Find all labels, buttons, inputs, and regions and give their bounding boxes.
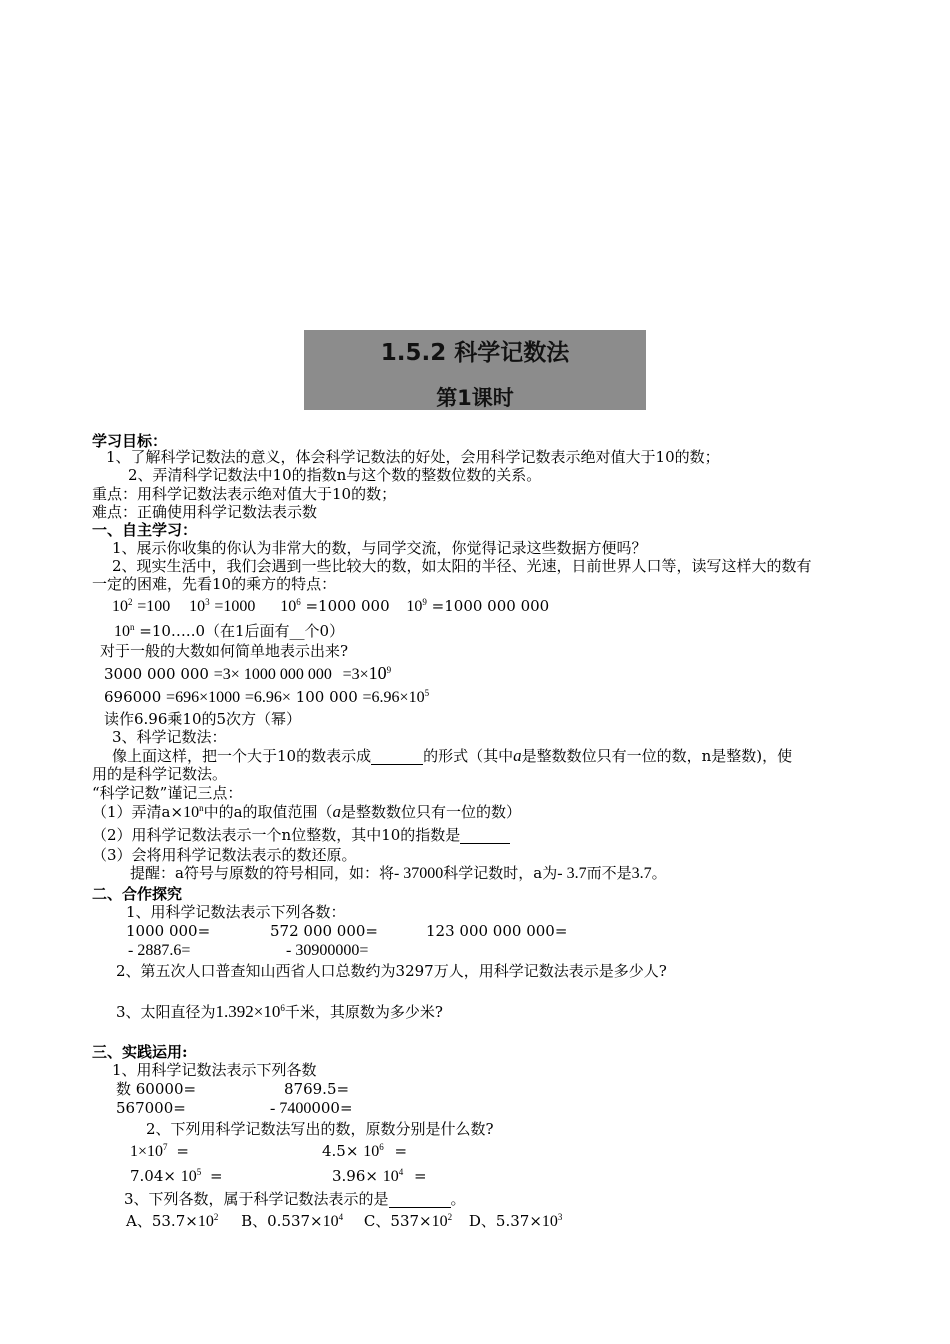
choice-c: C、$537\times 10^2$ [363, 1212, 453, 1230]
rule-2: （2）用科学记数法表示一个n位整数，其中10的指数是 [92, 826, 510, 844]
s3-q3: 3、下列各数，属于科学记数法表示的是 。 [124, 1190, 466, 1208]
title-banner [304, 330, 646, 410]
s3-row2: 567000= - 7400000= [116, 1099, 353, 1117]
section3-heading: 三、实践运用: [92, 1043, 188, 1061]
powers-row: $10^2 =100$ $10^3 =1000$ $10^6 =1000$ 000 $10^9 =1000$ 000 000 [112, 597, 550, 615]
section2-heading: 二、合作探究 [92, 885, 183, 903]
s2-q1: 1、用科学记数法表示下列各数： [126, 903, 346, 921]
choice-b: B、$0.537\times 10^4$ [241, 1212, 344, 1230]
s1-p3: 3、科学记数法： [112, 728, 227, 746]
choice-a: A、$53.7\times 10^2$ [126, 1212, 219, 1230]
definition-line2: 用的是科学记数法。 [92, 765, 228, 783]
s3-row1: 数 60000= 8769.5= [116, 1080, 350, 1098]
blank [460, 829, 510, 844]
objective-1: 1、了解科学记数法的意义，体会科学记数法的好处，会用科学记数表示绝对值大于10的数； [106, 448, 720, 466]
s3-row3: $1\times 10^7$ = $4.5\times 10^6$ = [130, 1142, 408, 1160]
s3-q1: 1、用科学记数法表示下列各数 [112, 1061, 317, 1079]
power-n-row: 10$^n$ =10…..0（在1后面有__个0） [114, 622, 345, 640]
definition-line1: 像上面这样，把一个大于10的数表示成 的形式（其中a是整数数位只有一位的数，n是整数)，使 [112, 746, 793, 765]
blank [371, 750, 423, 765]
lesson-title: 1.5.2 科学记数法 [380, 340, 570, 366]
rule-3: （3）会将用科学记数法表示的数还原。 [92, 846, 357, 864]
s3-choices [126, 1212, 562, 1231]
choice-d: D、$5.37\times 10^3$ [468, 1212, 563, 1230]
blank [389, 1193, 451, 1208]
s2-row1: 1000 000= 572 000 000= 123 000 000 000= [126, 922, 568, 940]
tip: 提醒：a符号与原数的符号相同，如：将- 37000科学记数时，a为- 3.7而不是3.7。 [130, 864, 667, 882]
s1-p2a: 2、现实生活中，我们会遇到一些比较大的数，如太阳的半径、光速，日前世界人口等，读写这样大的数有 [112, 557, 812, 575]
s1-p1: 1、展示你收集的你认为非常大的数，与同学交流，你觉得记录这些数据方便吗？ [112, 539, 647, 557]
s1-question: 对于一般的大数如何简单地表示出来? [100, 642, 349, 660]
remember-heading: “科学记数”谨记三点： [92, 784, 243, 802]
example-2: 696000 =696×1000 =6.96× 100 $000 =6.96\times 10^5$ [104, 688, 430, 706]
s3-q2: 2、下列用科学记数法写出的数，原数分别是什么数? [146, 1120, 494, 1138]
lesson-subtitle: 第1课时 [436, 386, 514, 410]
s3-row4: $7.04\times 10^5$ = $3.96\times 10^4$ = [130, 1167, 427, 1185]
example-1: 3000 000 000 =3× 1000 000 $000 =3\times 10^9$ [104, 663, 392, 683]
s2-q2: 2、第五次人口普查知山西省人口总数约为3297万人，用科学记数法表示是多少人? [116, 962, 667, 980]
s1-p2b: 一定的困难，先看10的乘方的特点： [92, 575, 337, 593]
objective-2: 2、弄清科学记数法中10的指数n与这个数的整数位数的关系。 [128, 466, 542, 484]
read-as: 读作6.96乘10的5次方（幂） [104, 710, 302, 728]
key-point: 重点：用科学记数法表示绝对值大于10的数； [92, 485, 397, 503]
rule-1: （1）弄清$a\times 10^n$中的a的取值范围（a是整数数位只有一位的数） [92, 802, 522, 821]
s2-q3: 3、太阳直径为$1.392\times 10^6$千米，其原数为多少米? [116, 1002, 443, 1021]
objectives-heading: 学习目标： [92, 432, 168, 450]
difficulty: 难点：正确使用科学记数法表示数 [92, 503, 318, 521]
section1-heading: 一、自主学习： [92, 521, 198, 539]
s2-row2: - 2887.6= - 30900000= [128, 942, 369, 959]
